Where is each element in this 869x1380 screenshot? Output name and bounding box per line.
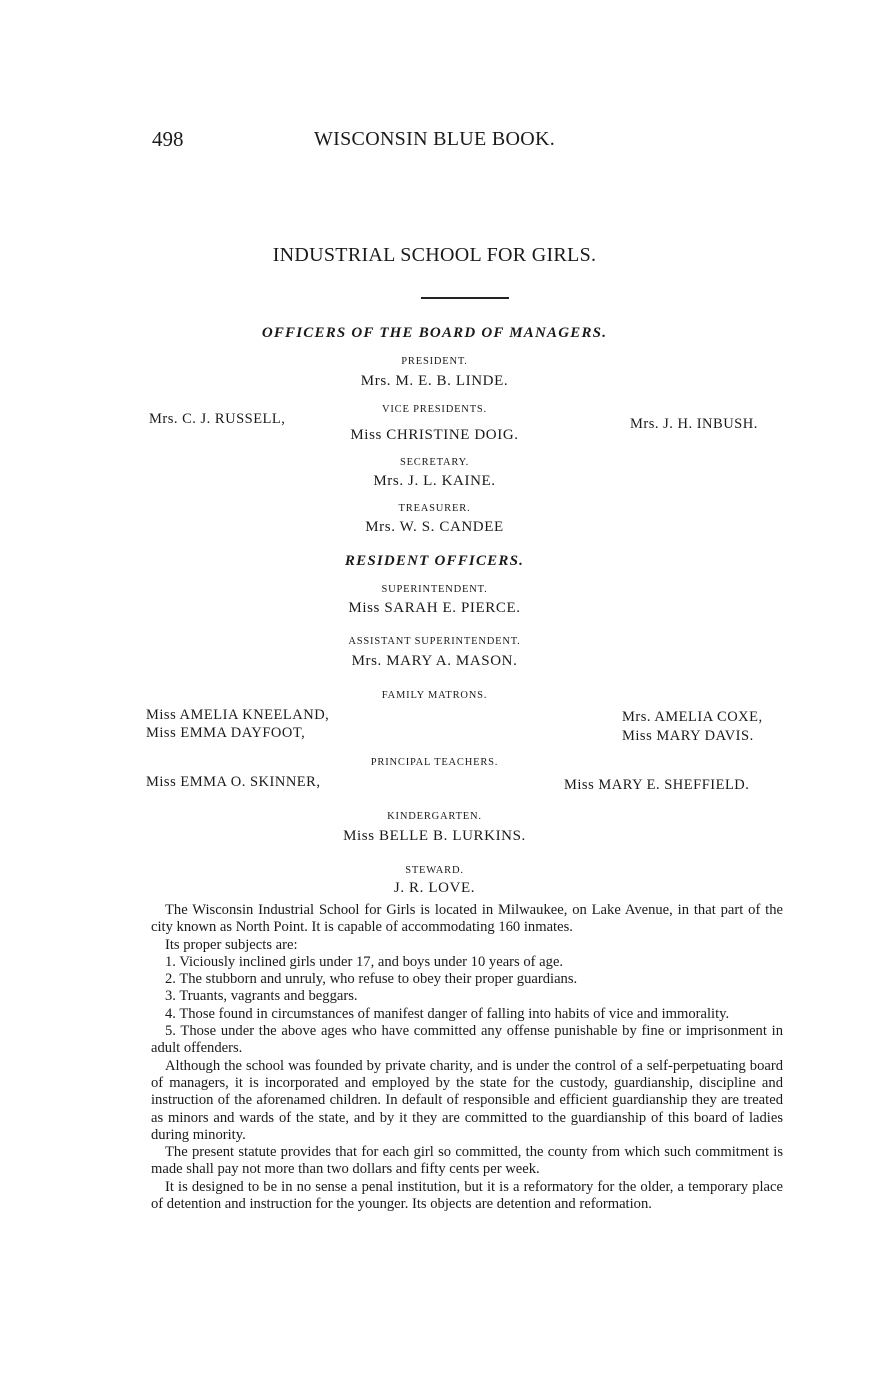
matron-right-1: Mrs. AMELIA COXE, bbox=[622, 709, 763, 725]
page-title: INDUSTRIAL SCHOOL FOR GIRLS. bbox=[272, 244, 597, 266]
matron-left-1: Miss AMELIA KNEELAND, bbox=[146, 707, 330, 723]
president-name: Mrs. M. E. B. LINDE. bbox=[360, 373, 509, 389]
secretary-name: Mrs. J. L. KAINE. bbox=[373, 473, 496, 489]
kindergarten-name: Miss BELLE B. LURKINS. bbox=[343, 828, 526, 844]
paragraph-subjects-intro: Its proper subjects are: bbox=[165, 936, 298, 953]
paragraph-statute: The present statute provides that for each girl so committed, the county from which such commitment is made shall pay not more than two dollars and fifty cents per week. bbox=[151, 1144, 783, 1178]
vice-president-center: Miss CHRISTINE DOIG. bbox=[350, 427, 519, 443]
kindergarten-caption: KINDERGARTEN. bbox=[387, 811, 482, 822]
steward-caption: STEWARD. bbox=[405, 865, 464, 876]
teacher-left: Miss EMMA O. SKINNER, bbox=[146, 774, 321, 790]
paragraph-location: The Wisconsin Industrial School for Girls is located in Milwaukee, on Lake Avenue, in that part of the city known as North Point. It is capable of accommodating 160 inmates. bbox=[151, 902, 783, 936]
vice-president-right: Mrs. J. H. INBUSH. bbox=[630, 416, 758, 432]
resident-heading: RESIDENT OFFICERS. bbox=[344, 553, 525, 569]
superintendent-caption: SUPERINTENDENT. bbox=[381, 584, 488, 595]
board-heading: OFFICERS OF THE BOARD OF MANAGERS. bbox=[261, 325, 608, 341]
body-text bbox=[151, 902, 783, 1213]
treasurer-caption: TREASURER. bbox=[398, 503, 471, 514]
assistant-name: Mrs. MARY A. MASON. bbox=[351, 653, 518, 669]
running-title: WISCONSIN BLUE BOOK. bbox=[314, 128, 555, 150]
page-number: 498 bbox=[152, 127, 184, 151]
matrons-caption: FAMILY MATRONS. bbox=[381, 690, 488, 701]
superintendent-name: Miss SARAH E. PIERCE. bbox=[348, 600, 521, 616]
paragraph-founding: Although the school was founded by private charity, and is under the control of a self-perpetuating board of managers, it is incorporated and employed by the state for the custody, guardianship, discipline and instruction of the aforenamed children. In default of responsible and efficient guardianship they are treated as minors and wards of the state, and by it they are committed to the guardianship of this board of ladies during minority. bbox=[151, 1057, 783, 1143]
list-item: 5. Those under the above ages who have committed any offense punishable by fine or imprisonment in adult offenders. bbox=[151, 1023, 783, 1057]
matron-left-2: Miss EMMA DAYFOOT, bbox=[146, 725, 306, 741]
list-item: 3. Truants, vagrants and beggars. bbox=[165, 988, 358, 1005]
teachers-caption: PRINCIPAL TEACHERS. bbox=[370, 757, 499, 768]
steward-name: J. R. LOVE. bbox=[393, 880, 476, 896]
vice-president-left: Mrs. C. J. RUSSELL, bbox=[149, 411, 286, 427]
teacher-right: Miss MARY E. SHEFFIELD. bbox=[564, 777, 750, 793]
matron-right-2: Miss MARY DAVIS. bbox=[622, 728, 754, 744]
paragraph-purpose: It is designed to be in no sense a penal institution, but it is a reformatory for the older, a temporary place of detention and instruction for the younger. Its objects are detention and reformation. bbox=[151, 1178, 783, 1213]
title-rule bbox=[421, 297, 509, 299]
list-item: 4. Those found in circumstances of manifest danger of falling into habits of vice and immorality. bbox=[165, 1005, 730, 1022]
treasurer-name: Mrs. W. S. CANDEE bbox=[365, 519, 504, 535]
secretary-caption: SECRETARY. bbox=[399, 457, 470, 468]
vice-presidents-caption: VICE PRESIDENTS. bbox=[382, 404, 487, 415]
list-item: 2. The stubborn and unruly, who refuse to obey their proper guardians. bbox=[165, 971, 578, 988]
assistant-caption: ASSISTANT SUPERINTENDENT. bbox=[348, 636, 521, 647]
president-caption: PRESIDENT. bbox=[401, 356, 468, 367]
list-item: 1. Viciously inclined girls under 17, and boys under 10 years of age. bbox=[165, 953, 564, 970]
